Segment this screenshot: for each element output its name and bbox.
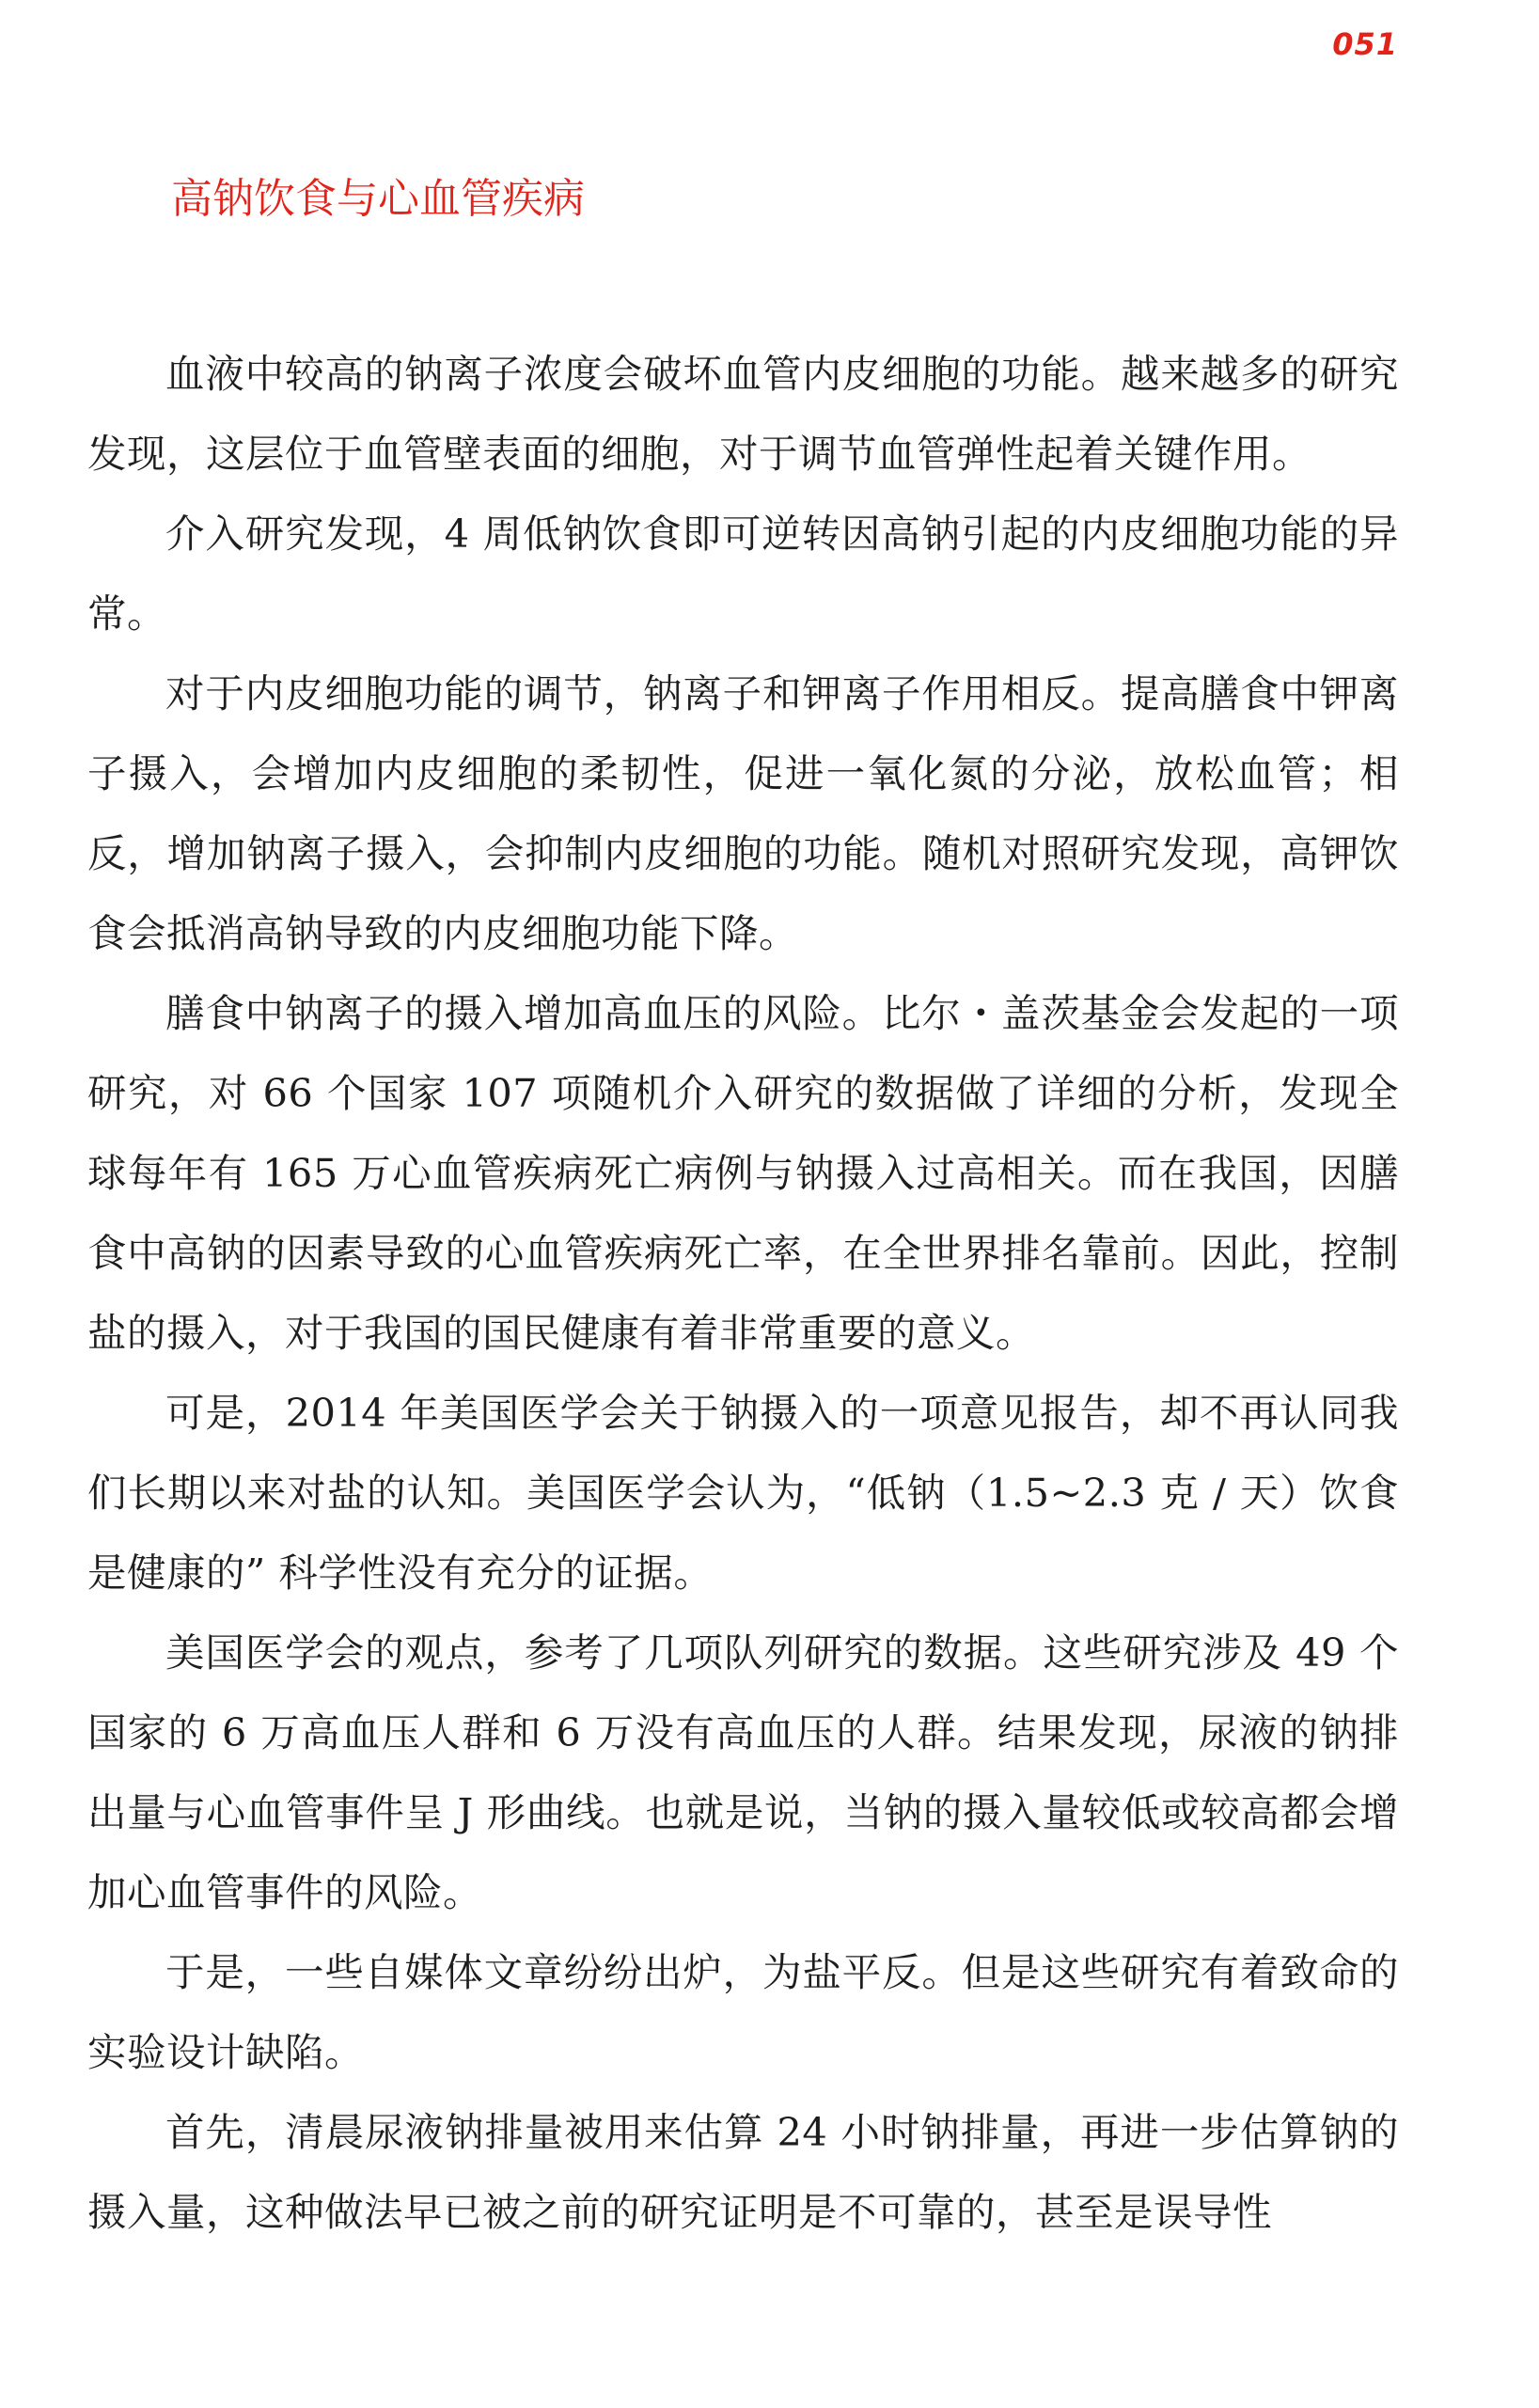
paragraph: 膳食中钠离子的摄入增加高血压的风险。比尔・盖茨基金会发起的一项研究，对 66 个国家 107 项随机介入研究的数据做了详细的分析，发现全球每年有 165 万心血管疾病死亡病例与钠摄入过高相关。而在我国，因膳食中高钠的因素导致的心血管疾病死亡率，在全世界排名靠前。因此，控制盐的摄入，对于我国的国民健康有着非常重要的意义。 bbox=[87, 990, 1399, 1356]
paragraph: 美国医学会的观点，参考了几项队列研究的数据。这些研究涉及 49 个国家的 6 万高血压人群和 6 万没有高血压的人群。结果发现，尿液的钠排出量与心血管事件呈 J 形曲线。也就是说，当钠的摄入量较低或较高都会增加心血管事件的风险。 bbox=[87, 1629, 1399, 1915]
paragraph: 对于内皮细胞功能的调节，钠离子和钾离子作用相反。提高膳食中钾离子摄入，会增加内皮细胞的柔韧性，促进一氧化氮的分泌，放松血管；相反，增加钠离子摄入，会抑制内皮细胞的功能。随机对照研究发现，高钾饮食会抵消高钠导致的内皮细胞功能下降。 bbox=[87, 670, 1399, 956]
paragraph: 血液中较高的钠离子浓度会破坏血管内皮细胞的功能。越来越多的研究发现，这层位于血管壁表面的细胞，对于调节血管弹性起着关键作用。 bbox=[87, 351, 1399, 477]
paragraph: 可是，2014 年美国医学会关于钠摄入的一项意见报告，却不再认同我们长期以来对盐的认知。美国医学会认为，“低钠（1.5~2.3 克 / 天）饮食是健康的” 科学性没有充分的证据。 bbox=[87, 1390, 1399, 1596]
paragraph: 于是，一些自媒体文章纷纷出炉，为盐平反。但是这些研究有着致命的实验设计缺陷。 bbox=[87, 1949, 1399, 2075]
body-text bbox=[87, 334, 1399, 2252]
paragraph: 首先，清晨尿液钠排量被用来估算 24 小时钠排量，再进一步估算钠的摄入量，这种做法早已被之前的研究证明是不可靠的，甚至是误导性 bbox=[87, 2109, 1399, 2235]
page-number: 051 bbox=[1332, 26, 1398, 62]
section-title: 高钠饮食与心血管疾病 bbox=[171, 175, 585, 223]
paragraph: 介入研究发现，4 周低钠饮食即可逆转因高钠引起的内皮细胞功能的异常。 bbox=[87, 511, 1399, 637]
